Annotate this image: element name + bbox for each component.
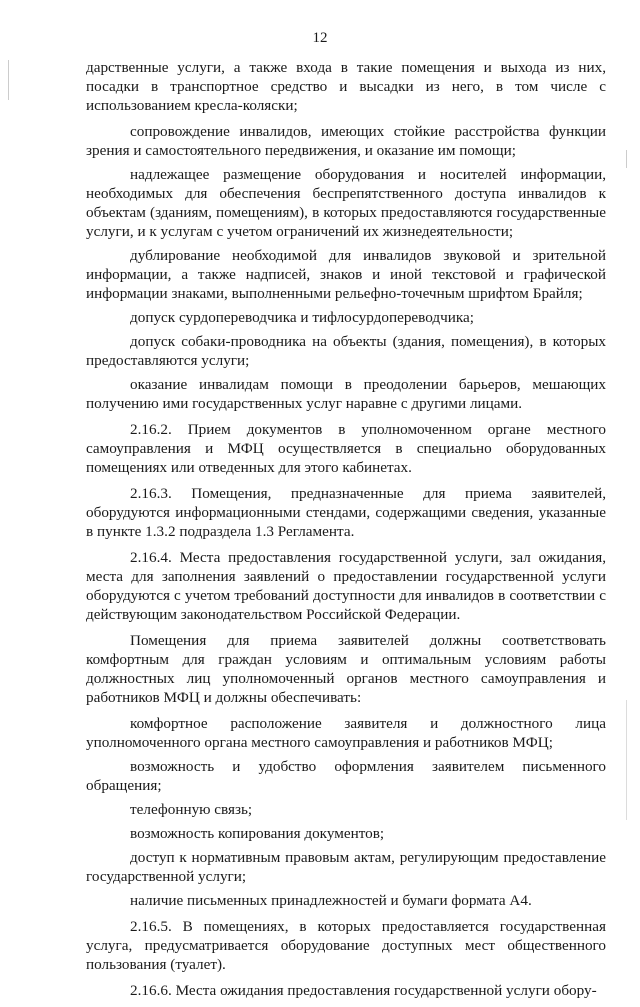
paragraph-guide-dog: допуск собаки-проводника на объекты (здания, помещения), в которых предоставляются услуги; xyxy=(86,333,606,369)
paragraph-stationery: наличие письменных принадлежностей и бумаги формата А4. xyxy=(130,892,532,909)
paragraph-equipment: надлежащее размещение оборудования и носителей информации, необходимых для обеспечения беспрепятственного доступа инвалидов к объектам (зданиям, помещениям), в которых предоставляются государственные услуги, и к услугам с учетом ограничений их жизнедеятельности; xyxy=(86,166,606,240)
paragraph-legal-acts: доступ к нормативным правовым актам, регулирующим предоставление государственной услуги; xyxy=(86,849,606,885)
paragraph-2-16-4: 2.16.4. Места предоставления государственной услуги, зал ожидания, места для заполнения заявлений о предоставлении государственной услуги оборудуются с учетом требований доступности для инвалидов в соответствии с действующим законодательством Российской Федерации. xyxy=(86,549,606,623)
paragraph-2-16-2: 2.16.2. Прием документов в уполномоченном органе местного самоуправления и МФЦ осуществляется в специально оборудованных помещениях или отведенных для этого кабинетах. xyxy=(86,421,606,476)
paragraph-escort: сопровождение инвалидов, имеющих стойкие расстройства функции зрения и самостоятельного передвижения, и оказание им помощи; xyxy=(86,123,606,159)
page-number: 12 xyxy=(312,30,328,46)
scan-edge-mark xyxy=(626,700,627,820)
scan-edge-mark xyxy=(8,60,9,100)
paragraph-written-request: возможность и удобство оформления заявителем письменного обращения; xyxy=(86,758,606,794)
paragraph-copying: возможность копирования документов; xyxy=(130,825,385,842)
paragraph-telephone: телефонную связь; xyxy=(130,801,253,818)
paragraph-interpreter: допуск сурдопереводчика и тифлосурдопереводчика; xyxy=(130,309,474,326)
scan-edge-mark xyxy=(626,150,627,168)
document-body xyxy=(86,58,606,1007)
paragraph-comfort: комфортное расположение заявителя и должностного лица уполномоченного органа местного самоуправления и работников МФЦ; xyxy=(86,715,606,751)
paragraph-2-16-3: 2.16.3. Помещения, предназначенные для приема заявителей, оборудуются информационными стендами, содержащими сведения, указанные в пункте 1.3.2 подраздела 1.3 Регламента. xyxy=(86,485,606,540)
paragraph-2-16-5: 2.16.5. В помещениях, в которых предоставляется государственная услуга, предусматривается оборудование доступных мест общественного пользования (туалет). xyxy=(86,918,606,973)
paragraph-2-16-6: 2.16.6. Места ожидания предоставления государственной услуги обору- xyxy=(130,982,597,999)
paragraph-continuation: дарственные услуги, а также входа в такие помещения и выхода из них, посадки в транспортное средство и высадки из него, в том числе с использованием кресла-коляски; xyxy=(86,59,606,114)
paragraph-duplication: дублирование необходимой для инвалидов звуковой и зрительной информации, а также надписей, знаков и иной текстовой и графической информации знаками, выполненными рельефно-точечным шрифтом Брайля; xyxy=(86,247,606,302)
paragraph-premises: Помещения для приема заявителей должны соответствовать комфортным для граждан условиям и оптимальным условиям работы должностных лиц уполномоченный органов местного самоуправления и работников МФЦ и должны обеспечивать: xyxy=(86,632,606,706)
paragraph-barriers: оказание инвалидам помощи в преодолении барьеров, мешающих получению ими государственных услуг наравне с другими лицами. xyxy=(86,376,606,412)
